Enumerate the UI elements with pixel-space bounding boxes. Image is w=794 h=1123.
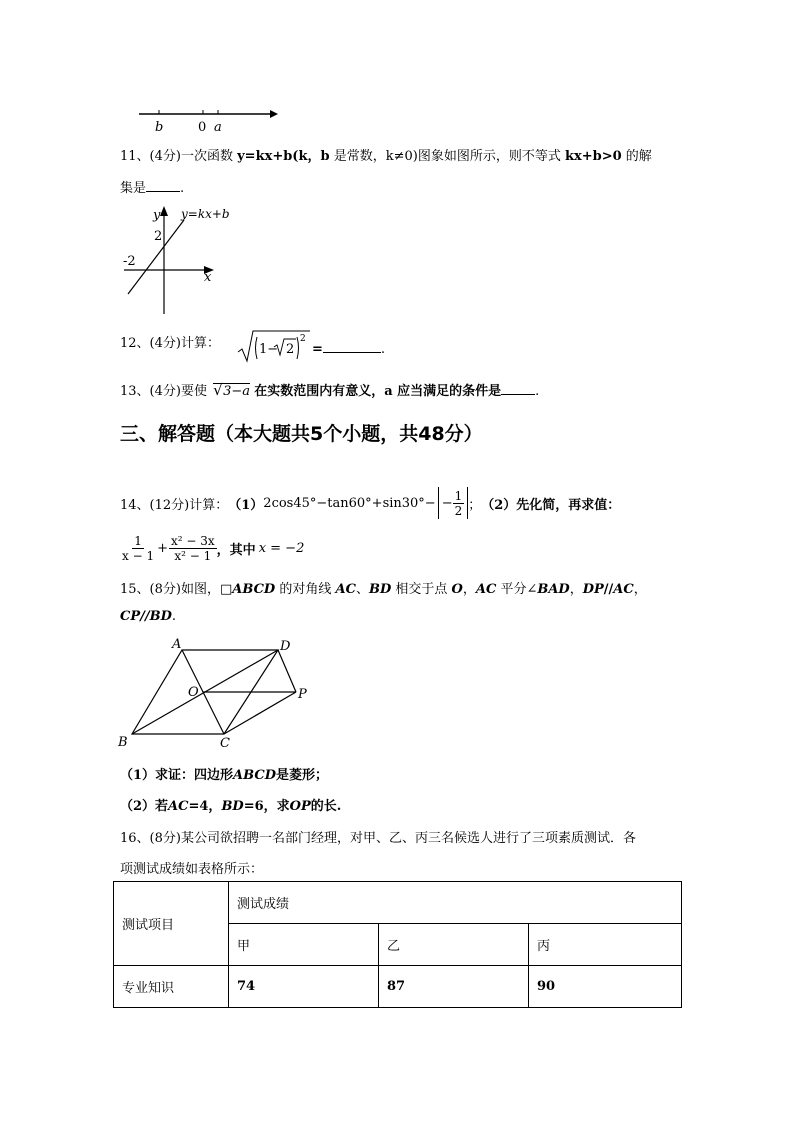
- q15-end2: .: [171, 609, 177, 624]
- table-cell-1: 74: [229, 966, 379, 1008]
- q11-number: 11、: [120, 149, 150, 164]
- q13-radical: √ 3−a: [213, 381, 251, 399]
- table-row-item: 专业知识: [114, 966, 229, 1008]
- q11-graph-func-label: y=kx+b: [181, 207, 230, 221]
- q11-end: .: [180, 181, 185, 196]
- q14-condition: x = −2: [258, 540, 305, 556]
- table-header-score: 测试成绩: [229, 882, 682, 924]
- q15-sub1-post: 是菱形；: [275, 768, 328, 783]
- q12-end: .: [380, 342, 386, 357]
- q15-sub1-abcd: ABCD: [233, 768, 276, 783]
- q15-figure: [116, 636, 316, 750]
- q14-abs-value: − $\frac{1}{2}$: [438, 487, 469, 519]
- q13-number: 13、: [120, 384, 150, 399]
- q15-sub2-eq2: =6，求: [243, 799, 290, 814]
- q11-text3: 的解: [625, 149, 652, 164]
- q14-fraction-2: $\frac{\text{x² − 3x}}{\text{x² − 1}}$: [171, 533, 215, 563]
- point-d-label: D: [280, 639, 291, 654]
- q15-text5: 平分∠: [500, 582, 538, 597]
- number-line-figure: [136, 104, 280, 136]
- table-cell-2: 87: [379, 966, 529, 1008]
- q15-line2: [120, 609, 176, 624]
- number-line-label-a: a: [214, 120, 222, 135]
- q14-plus: +: [157, 540, 168, 556]
- q11-graph-y-intercept: 2: [154, 229, 163, 244]
- q12-answer-blank[interactable]: [323, 340, 381, 353]
- q15-text4: ，: [462, 582, 476, 597]
- q15-ac2: AC: [475, 582, 497, 597]
- q16-score: (8分): [149, 831, 181, 846]
- q12-radical-expression: [236, 328, 312, 364]
- q14-line2: [120, 530, 304, 566]
- q15-abcd: ABCD: [232, 582, 276, 597]
- table-header-candidate-3: 丙: [529, 924, 682, 966]
- q15-number: 15、: [120, 582, 150, 597]
- point-p-label: P: [298, 687, 307, 702]
- q12-line: [120, 332, 220, 366]
- q15-sub2-ac: AC: [168, 799, 189, 814]
- q11-score: (4分): [149, 149, 181, 164]
- q16-text1: 某公司欲招聘一名部门经理，对甲、乙、丙三名候选人进行了三项素质测试．各: [180, 831, 636, 846]
- segment-dp: [278, 650, 296, 692]
- q15-sub2-eq1: =4，: [188, 799, 222, 814]
- q16-line2: [120, 858, 263, 877]
- q15-line1: [120, 578, 647, 597]
- point-b-label: B: [118, 735, 128, 750]
- q12-text: 计算：: [180, 336, 220, 351]
- q14-number: 14、: [120, 497, 150, 513]
- q15-text1: 如图，□: [180, 582, 233, 597]
- q11-graph-x-intercept: -2: [123, 254, 136, 269]
- q15-bd: BD: [368, 582, 392, 597]
- q11-text1: 一次函数: [180, 149, 233, 164]
- point-c-label: C: [220, 736, 230, 750]
- q15-cp-bd: CP//BD: [120, 609, 172, 624]
- q15-sub1: [120, 764, 328, 783]
- q13-score: (4分): [149, 384, 181, 399]
- q13-answer-blank[interactable]: [501, 382, 535, 395]
- q13-line: [120, 380, 539, 399]
- q15-text7: ，: [633, 582, 647, 597]
- q15-text6: ，: [569, 582, 583, 597]
- table-row: [114, 966, 682, 1008]
- q15-text3: 相交于点: [395, 582, 448, 597]
- q12-exponent: 2: [300, 334, 306, 344]
- q14-score: (12分): [149, 497, 190, 513]
- q14-separator: ；: [468, 497, 482, 513]
- table-header-candidate-2: 乙: [379, 924, 529, 966]
- number-line-label-zero: 0: [198, 120, 207, 135]
- q15-score: (8分): [149, 582, 181, 597]
- number-line-label-b: b: [155, 120, 164, 135]
- q15-ac3: AC: [613, 582, 634, 597]
- q11-line2: [120, 177, 184, 196]
- q14-part2: （2）先化简，再求值：: [481, 497, 621, 513]
- segment-cp: [224, 692, 296, 734]
- q14-fraction-1: $\frac{1}{x - 1}$: [122, 533, 155, 563]
- q15-sub2-op: OP: [289, 799, 311, 814]
- q11-function: y=kx+b(k，b: [237, 149, 330, 164]
- q15-bad: BAD: [537, 582, 570, 597]
- q11-graph-y-label: y: [153, 208, 161, 223]
- q15-sub2-post: 的长.: [310, 799, 342, 814]
- q12-expr-b: 2: [286, 342, 295, 357]
- q15-sub2-pre: （2）若: [120, 799, 169, 814]
- q14-part1: （1）: [228, 497, 264, 513]
- q15-sep1: 、: [355, 582, 369, 597]
- q14-text1: 计算：: [189, 497, 229, 513]
- q16-line1: [120, 827, 636, 846]
- q12-tail: [312, 340, 385, 357]
- q13-end: .: [535, 384, 540, 399]
- point-a-label: A: [172, 637, 182, 652]
- q16-score-table: [113, 881, 682, 1008]
- q15-text2: 的对角线: [279, 582, 332, 597]
- q14-expression: 2cos45°−tan60°+sin30°−: [263, 495, 436, 511]
- q11-text2: 是常数，k≠0)图象如图所示，则不等式: [333, 149, 561, 164]
- q15-dp: DP: [582, 582, 604, 597]
- q15-sub1-pre: （1）求证：四边形: [120, 768, 234, 783]
- table-header-item: 测试项目: [114, 882, 229, 966]
- q12-score: (4分): [149, 336, 181, 351]
- point-o-label: O: [188, 685, 199, 700]
- q11-graph: [118, 202, 238, 318]
- q12-expr-a: 1−: [259, 342, 279, 357]
- q15-sub2: [120, 795, 341, 814]
- q11-graph-x-label: x: [204, 270, 212, 285]
- q11-inequality: kx+b>0: [564, 149, 622, 164]
- q11-text4: 集是: [120, 181, 147, 196]
- q15-o: O: [451, 582, 463, 597]
- q12-equals: =: [312, 342, 323, 357]
- q13-text2: 在实数范围内有意义，a 应当满足的条件是: [254, 384, 502, 399]
- q11-line1: [120, 145, 652, 164]
- q15-ac: AC: [335, 582, 356, 597]
- q16-number: 16、: [120, 831, 150, 846]
- q15-sub2-bd: BD: [221, 799, 244, 814]
- q11-answer-blank[interactable]: [146, 179, 180, 192]
- q13-text1: 要使: [180, 384, 207, 399]
- q14-cond-text: ，其中: [216, 542, 256, 558]
- section-3-title: 三、解答题（本大题共5个小题，共48分）: [120, 423, 483, 445]
- q14-line1: [120, 486, 620, 520]
- table-header-candidate-1: 甲: [229, 924, 379, 966]
- y-axis-arrow: [160, 206, 168, 216]
- q15-par1: //: [603, 582, 614, 597]
- table-cell-3: 90: [529, 966, 682, 1008]
- q16-text2: 项测试成绩如表格所示：: [120, 862, 264, 877]
- q12-number: 12、: [120, 336, 150, 351]
